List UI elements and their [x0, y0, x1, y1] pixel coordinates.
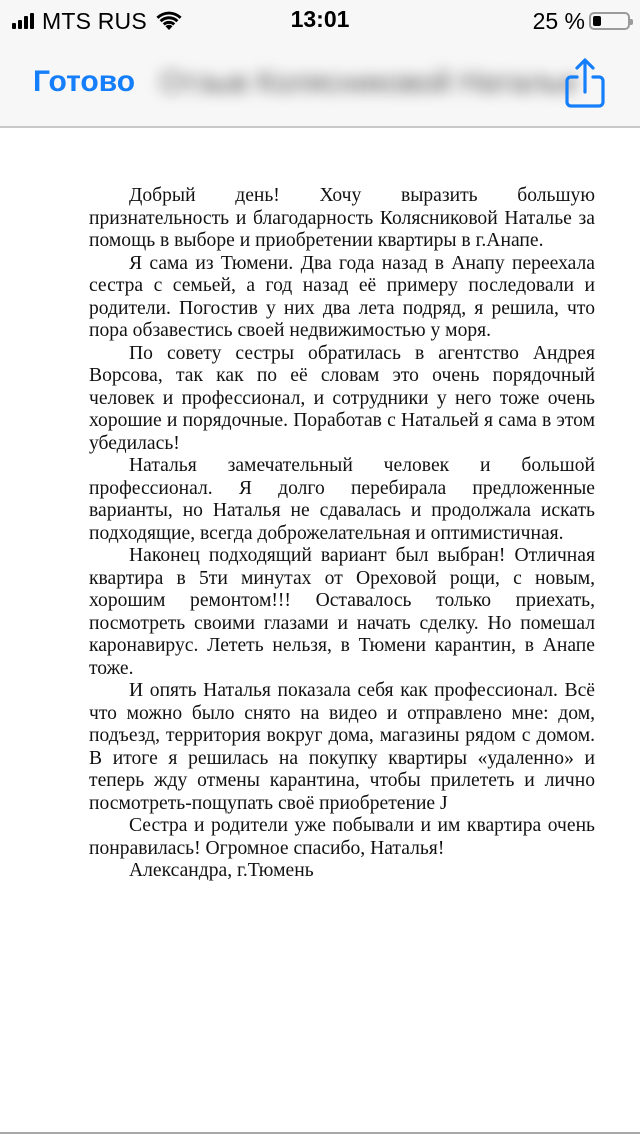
carrier-name: MTS RUS: [42, 7, 147, 34]
bottom-divider: [0, 1132, 640, 1134]
document-title: Отзыв Колясниковой Наталье: [160, 66, 578, 99]
paragraph-background: Я сама из Тюмени. Два года назад в Анапу переехала сестра с семьей, а год назад её примеру последовали и родители. Погостив у них два лета подряд, я решила, что пора обзавестись своей недвижимостью у моря.: [89, 252, 595, 341]
battery-level-fill: [593, 16, 601, 26]
battery-icon: [589, 12, 630, 30]
document-viewer[interactable]: [0, 128, 640, 1134]
navigation-bar: [0, 40, 640, 128]
battery-percent: 25 %: [532, 7, 585, 34]
status-right: [533, 7, 630, 35]
paragraph-apartment: Наконец подходящий вариант был выбран! Отличная квартира в 5ти минутах от Ореховой рощи, с новым, хорошим ремонтом!!! Оставалось только приехать, посмотреть своими глазами и начать сделку. Но помешал каронавирус. Лететь нельзя, в Тюмени карантин, в Анапе тоже.: [89, 545, 595, 679]
battery-tip: [630, 19, 633, 25]
paragraph-signature: Александра, г.Тюмень: [129, 860, 314, 881]
paragraph-professional: Наталья замечательный человек и большой профессионал. Я долго перебирала предложенные варианты, но Наталья не сдавалась и продолжала искать подходящие, всегда доброжелательная и оптимистичная.: [89, 455, 595, 544]
share-icon[interactable]: [562, 57, 608, 109]
done-button[interactable]: Готово: [33, 65, 136, 98]
paragraph-thanks: Сестра и родители уже побывали и им квартира очень понравилась! Огромное спасибо, Наталья!: [89, 815, 595, 859]
document-body: [89, 185, 595, 883]
paragraph-remote-purchase: И опять Наталья показала себя как профессионал. Всё что можно было снято на видео и отправлено мне: дом, подъезд, территория вокруг дома, магазины рядом с домом. В итоге я решилась на покупку квартиры «удаленно» и теперь жду отмены карантина, чтобы прилететь и лично посмотреть-пощупать своё приобретение J: [89, 680, 595, 814]
paragraph-greeting: Добрый день! Хочу выразить большую признательность и благодарность Колясниковой Наталье за помощь в выборе и приобретении квартиры в г.Анапе.: [89, 185, 595, 251]
status-bar: [0, 0, 640, 40]
paragraph-agency: По совету сестры обратилась в агентство Андрея Ворсова, так как по её словам это очень порядочный человек и профессионал, и сотрудники у него тоже очень хорошие и порядочные. Поработав с Натальей я сама в этом убедилась!: [89, 342, 595, 454]
clock: 13:01: [290, 6, 350, 32]
